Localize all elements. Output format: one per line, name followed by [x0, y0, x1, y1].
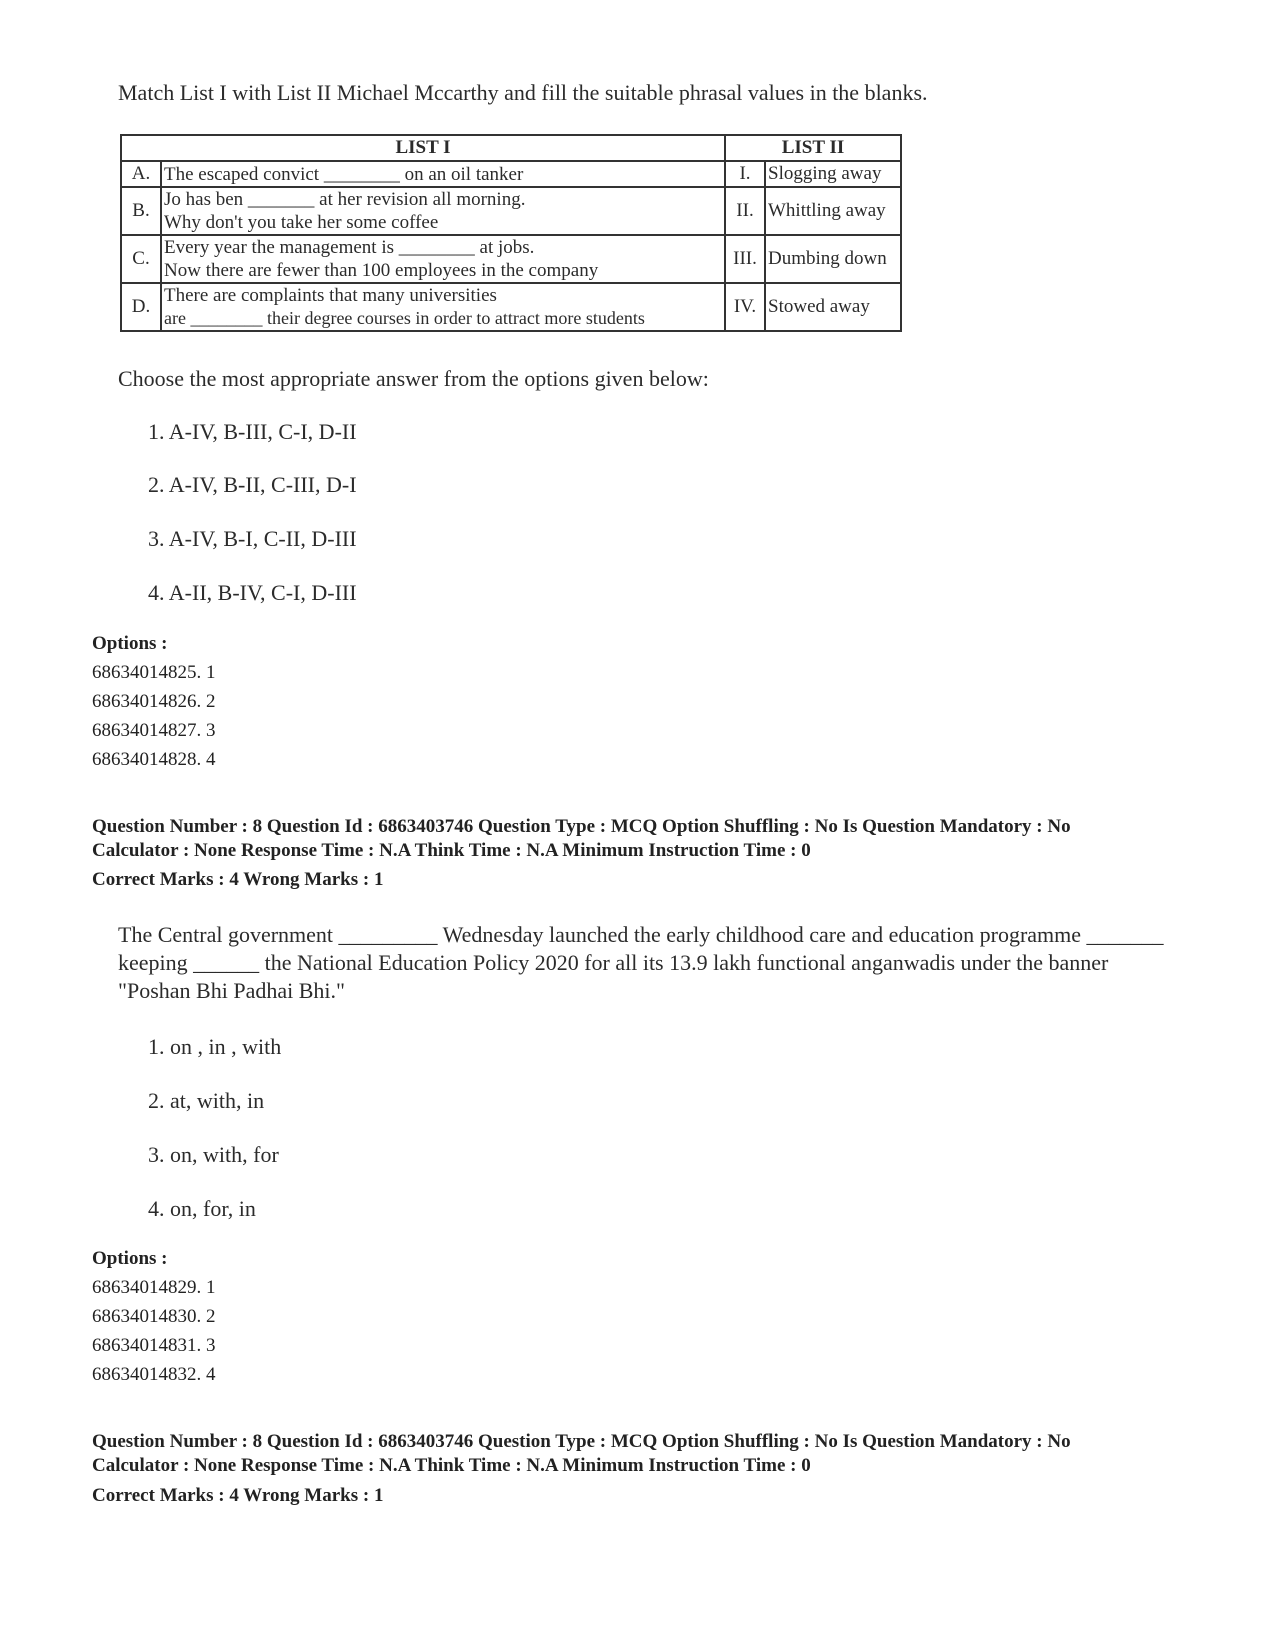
marks-line: Correct Marks : 4 Wrong Marks : 1 — [92, 869, 384, 890]
choice-item: 2. at, with, in — [148, 1088, 265, 1113]
row-letter: B. — [121, 187, 161, 235]
table-row — [121, 187, 901, 235]
row-phrase: Stowed away — [765, 283, 901, 331]
row-phrase: Slogging away — [765, 161, 901, 187]
row-item — [161, 283, 725, 331]
row-roman: IV. — [725, 283, 765, 331]
choice-item: 3. A-IV, B-I, C-II, D-III — [148, 526, 357, 551]
choice-item: 3. on, with, for — [148, 1142, 279, 1167]
option-line: 68634014827. 3 — [92, 720, 216, 741]
choose-instruction: Choose the most appropriate answer from the options given below: — [118, 366, 709, 391]
row-phrase: Whittling away — [765, 187, 901, 235]
option-line: 68634014831. 3 — [92, 1335, 216, 1356]
item-line: Every year the management is ________ at jobs. — [164, 237, 535, 258]
option-line: 68634014829. 1 — [92, 1277, 216, 1298]
row-letter: C. — [121, 235, 161, 283]
list1-header: LIST I — [121, 135, 725, 161]
row-letter: D. — [121, 283, 161, 331]
table-row — [121, 283, 901, 331]
table-row — [121, 235, 901, 283]
choice-item: 2. A-IV, B-II, C-III, D-I — [148, 472, 357, 497]
item-line: There are complaints that many universities — [164, 285, 497, 306]
choice-item: 4. on, for, in — [148, 1196, 256, 1221]
table-row — [121, 161, 901, 187]
question-stem: The Central government _________ Wednesday launched the early childhood care and education programme _______ keeping ______ the National Education Policy 2020 for all its 13.9 lakh functional anganwadis under the banner "Poshan Bhi Padhai Bhi." — [118, 922, 1164, 1003]
row-item — [161, 161, 725, 187]
option-line: 68634014828. 4 — [92, 749, 216, 770]
match-table — [120, 134, 902, 332]
choice-item: 4. A-II, B-IV, C-I, D-III — [148, 580, 357, 605]
item-line: are ________ their degree courses in order to attract more students — [164, 308, 645, 328]
option-line: 68634014825. 1 — [92, 662, 216, 683]
question-meta-line: Question Number : 8 Question Id : 6863403746 Question Type : MCQ Option Shuffling : No Is Question Mandatory : No — [92, 1431, 1071, 1452]
option-line: 68634014826. 2 — [92, 691, 216, 712]
item-line: Why don't you take her some coffee — [164, 212, 439, 233]
question-meta-line: Calculator : None Response Time : N.A Think Time : N.A Minimum Instruction Time : 0 — [92, 1455, 811, 1476]
list2-header: LIST II — [725, 135, 901, 161]
marks-line: Correct Marks : 4 Wrong Marks : 1 — [92, 1485, 384, 1506]
options-heading: Options : — [92, 633, 168, 654]
row-phrase: Dumbing down — [765, 235, 901, 283]
row-item — [161, 187, 725, 235]
choice-item: 1. A-IV, B-III, C-I, D-II — [148, 419, 357, 444]
item-line: Jo has ben _______ at her revision all morning. — [164, 189, 526, 210]
question-meta-line: Question Number : 8 Question Id : 6863403746 Question Type : MCQ Option Shuffling : No Is Question Mandatory : No — [92, 816, 1071, 837]
option-line: 68634014830. 2 — [92, 1306, 216, 1327]
question-meta-line: Calculator : None Response Time : N.A Think Time : N.A Minimum Instruction Time : 0 — [92, 840, 811, 861]
table-header-row — [121, 135, 901, 161]
option-line: 68634014832. 4 — [92, 1364, 216, 1385]
row-roman: II. — [725, 187, 765, 235]
item-line: The escaped convict ________ on an oil tanker — [164, 163, 524, 185]
row-letter: A. — [121, 161, 161, 187]
question-stem: Match List I with List II Michael Mccarthy and fill the suitable phrasal values in the blanks. — [118, 80, 928, 105]
item-line: Now there are fewer than 100 employees in the company — [164, 260, 599, 281]
row-roman: I. — [725, 161, 765, 187]
row-item — [161, 235, 725, 283]
options-heading: Options : — [92, 1248, 168, 1269]
row-roman: III. — [725, 235, 765, 283]
choice-item: 1. on , in , with — [148, 1034, 282, 1059]
